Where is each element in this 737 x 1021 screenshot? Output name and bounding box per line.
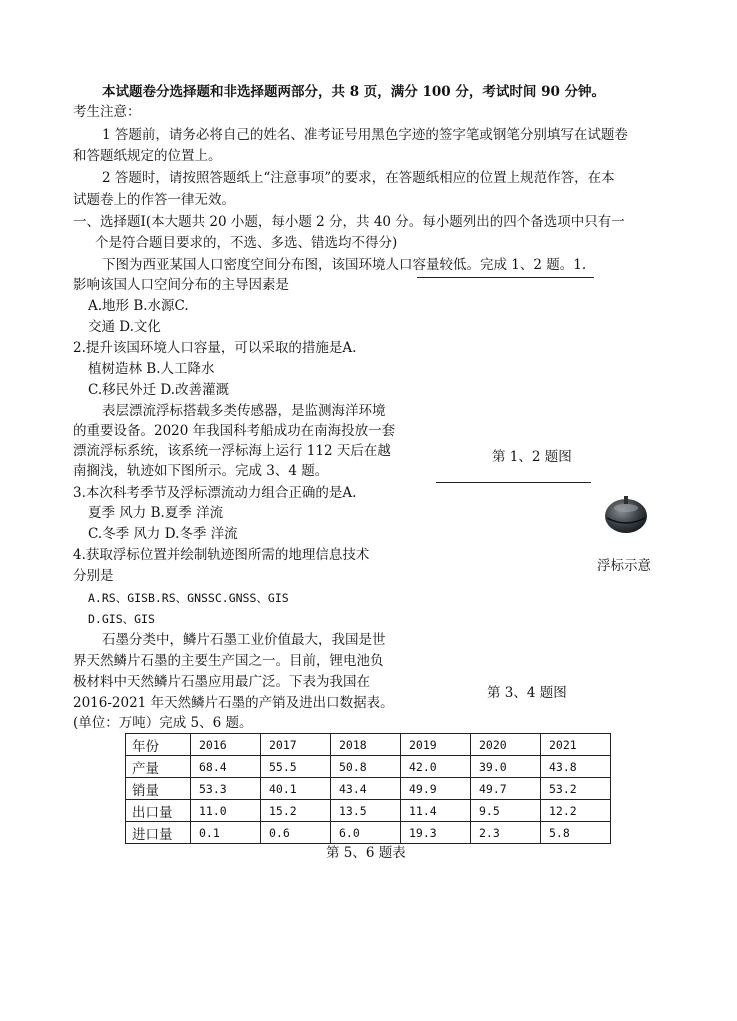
table-row-label: 进口量 — [126, 822, 191, 844]
notice-2-line-b: 试题卷上的作答一律无效。 — [73, 192, 235, 208]
table-cell: 39.0 — [471, 756, 541, 778]
table-cell: 50.8 — [331, 756, 401, 778]
table-cell: 43.8 — [541, 756, 611, 778]
table-header-cell: 2021 — [541, 734, 611, 756]
q1-options-a: A.地形 B.水源C. — [88, 298, 189, 314]
q12-stem-line-b: 影响该国人口空间分布的主导因素是 — [73, 277, 289, 293]
table-cell: 53.2 — [541, 778, 611, 800]
q3-options-a: 夏季 风力 B.夏季 洋流 — [88, 505, 224, 521]
section-title-line-a: 一、选择题Ⅰ(本大题共 20 小题，每小题 2 分，共 40 分。每小题列出的四个备选项中只有一 — [73, 214, 625, 230]
notice-1-line-b: 和答题纸规定的位置上。 — [73, 148, 222, 164]
q12-stem-line-a: 下图为西亚某国人口密度空间分布图，该国环境人口容量较低。完成 1、2 题。1. — [102, 257, 587, 273]
q56-passage-4: 2016-2021 年天然鳞片石墨的产销及进出口数据表。 — [73, 695, 394, 711]
q2-stem: 2.提升该国环境人口容量，可以采取的措施是A. — [73, 340, 357, 356]
buoy-caption: 浮标示意 — [597, 558, 651, 574]
table-cell: 13.5 — [331, 800, 401, 822]
graphite-data-table — [125, 733, 611, 844]
table-cell: 55.5 — [261, 756, 331, 778]
table-cell: 5.8 — [541, 822, 611, 844]
table-cell: 53.3 — [191, 778, 261, 800]
figure-12-top-rule — [417, 277, 594, 278]
table-header-cell: 2019 — [401, 734, 471, 756]
table-header-cell: 2018 — [331, 734, 401, 756]
table-header-row — [126, 734, 611, 756]
table-cell: 15.2 — [261, 800, 331, 822]
table-caption: 第 5、6 题表 — [326, 845, 406, 861]
table-header-cell: 2016 — [191, 734, 261, 756]
exam-intro: 本试题卷分选择题和非选择题两部分，共 8 页，满分 100 分，考试时间 90 分钟。 — [102, 84, 606, 100]
table-header-cell: 年份 — [126, 734, 191, 756]
table-row — [126, 756, 611, 778]
table-cell: 42.0 — [401, 756, 471, 778]
table-cell: 2.3 — [471, 822, 541, 844]
q4-options-a: A.RS、GISB.RS、GNSSC.GNSS、GIS — [88, 591, 289, 605]
figure-34-caption: 第 3、4 题图 — [487, 685, 567, 701]
table-row-label: 销量 — [126, 778, 191, 800]
q56-passage-5: (单位：万吨）完成 5、6 题。 — [73, 715, 253, 731]
table-cell: 43.4 — [331, 778, 401, 800]
q4-options-b: D.GIS、GIS — [88, 612, 155, 626]
table-cell: 68.4 — [191, 756, 261, 778]
table-cell: 49.9 — [401, 778, 471, 800]
table-row-label: 出口量 — [126, 800, 191, 822]
table-cell: 11.0 — [191, 800, 261, 822]
q56-passage-1: 石墨分类中，鳞片石墨工业价值最大，我国是世 — [102, 632, 386, 648]
table-cell: 19.3 — [401, 822, 471, 844]
q56-passage-3: 极材料中天然鳞片石墨应用最广泛。下表为我国在 — [73, 674, 370, 690]
q3-options-b: C.冬季 风力 D.冬季 洋流 — [88, 526, 238, 542]
notice-1-line-a: 1 答题前，请务必将自己的姓名、准考证号用黑色字迹的签字笔或钢笔分别填写在试题卷 — [102, 127, 628, 143]
q34-passage-3: 漂流浮标系统，该系统一浮标海上运行 112 天后在越 — [73, 443, 391, 459]
figure-12-caption: 第 1、2 题图 — [492, 449, 572, 465]
q2-options-a: 植树造林 B.人工降水 — [88, 361, 215, 377]
table-cell: 0.6 — [261, 822, 331, 844]
q3-stem: 3.本次科考季节及浮标漂流动力组合正确的是A. — [73, 485, 357, 501]
table-row — [126, 800, 611, 822]
q1-options-b: 交通 D.文化 — [88, 319, 161, 335]
q2-options-b: C.移民外迁 D.改善灌溉 — [88, 382, 230, 398]
q34-passage-1: 表层漂流浮标搭载多类传感器，是监测海洋环境 — [102, 403, 386, 419]
notice-2-line-a: 2 答题时，请按照答题纸上“注意事项”的要求，在答题纸相应的位置上规范作答，在本 — [102, 170, 615, 186]
table-row-label: 产量 — [126, 756, 191, 778]
q4-stem-line-b: 分别是 — [73, 568, 114, 584]
q56-passage-2: 界天然鳞片石墨的主要生产国之一。目前，锂电池负 — [73, 653, 384, 669]
q34-passage-4: 南搁浅，轨迹如下图所示。完成 3、4 题。 — [73, 463, 329, 479]
table-cell: 12.2 — [541, 800, 611, 822]
table-header-cell: 2017 — [261, 734, 331, 756]
table-row — [126, 822, 611, 844]
q34-passage-2: 的重要设备。2020 年我国科考船成功在南海投放一套 — [73, 423, 396, 439]
table-cell: 9.5 — [471, 800, 541, 822]
table-cell: 49.7 — [471, 778, 541, 800]
table-cell: 40.1 — [261, 778, 331, 800]
table-header-cell: 2020 — [471, 734, 541, 756]
q4-stem-line-a: 4.获取浮标位置并绘制轨迹图所需的地理信息技术 — [73, 547, 370, 563]
table-cell: 0.1 — [191, 822, 261, 844]
table-cell: 6.0 — [331, 822, 401, 844]
notice-title: 考生注意： — [73, 104, 141, 120]
figure-12-bottom-rule — [436, 482, 591, 483]
section-title-line-b: 个是符合题目要求的，不选、多选、错选均不得分) — [95, 235, 398, 251]
table-cell: 11.4 — [401, 800, 471, 822]
buoy-image — [603, 494, 649, 534]
table-row — [126, 778, 611, 800]
